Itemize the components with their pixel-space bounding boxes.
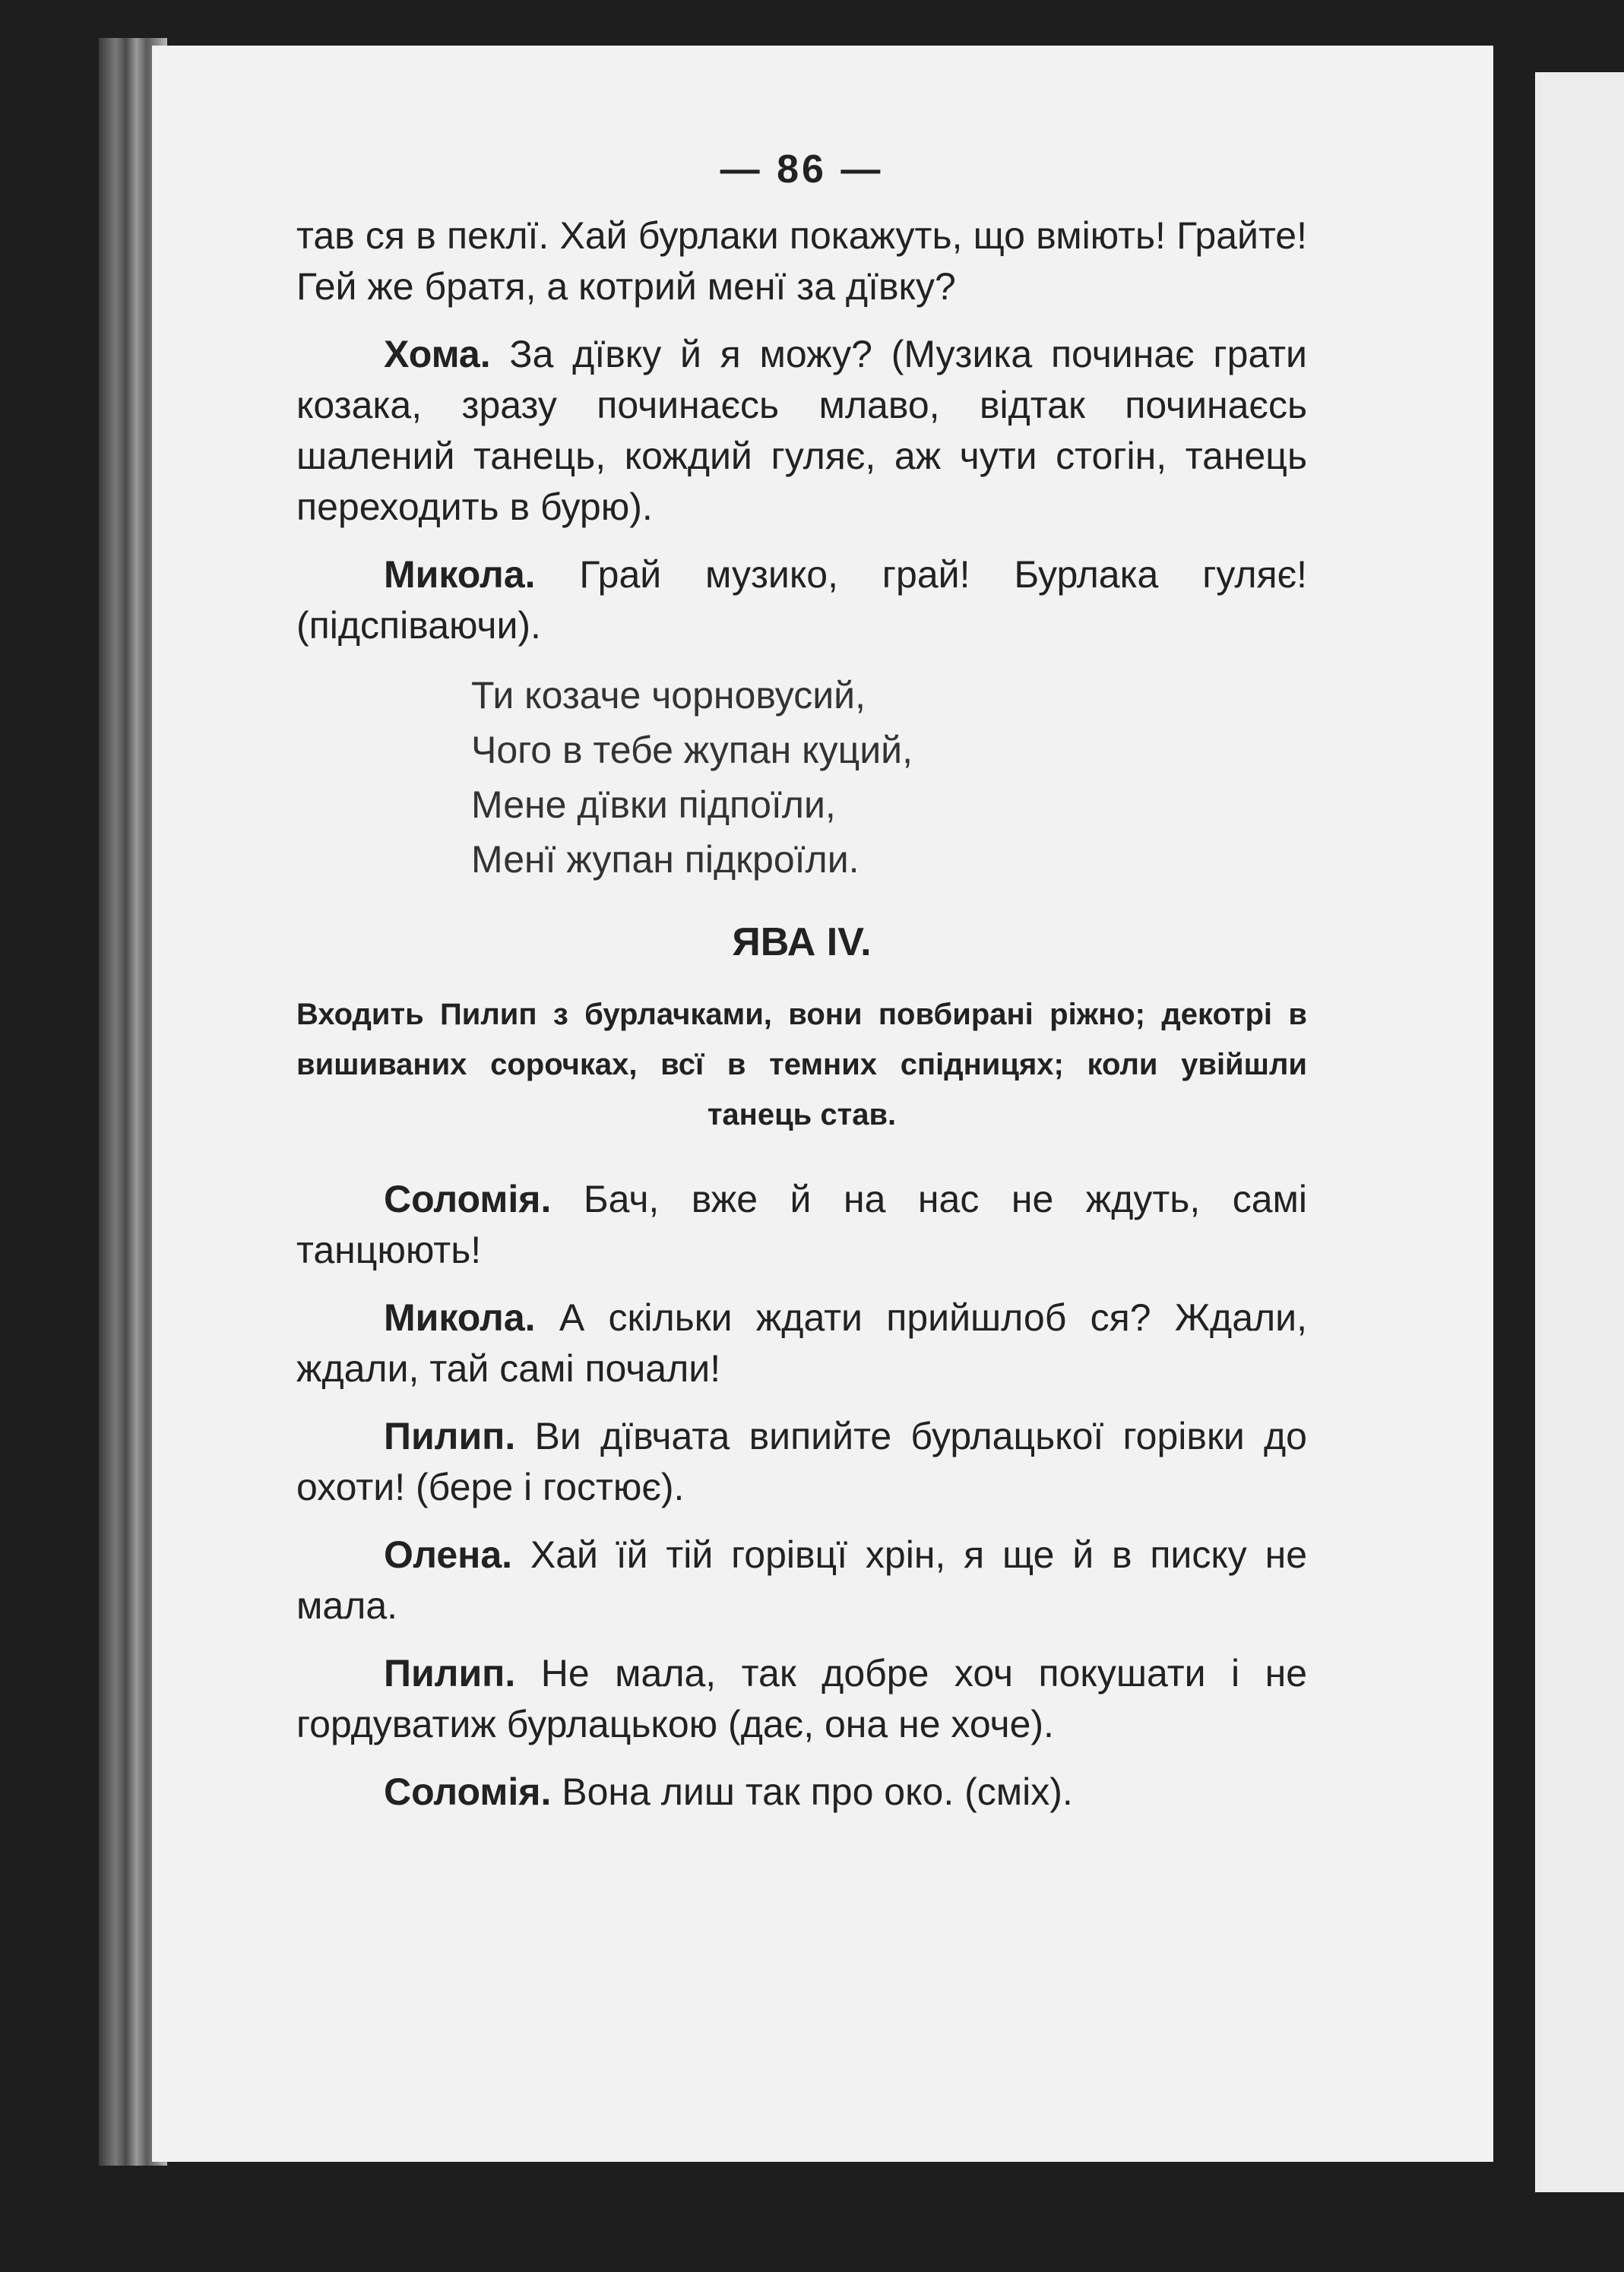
paragraph-continuation bbox=[296, 210, 1307, 312]
book-page bbox=[152, 46, 1493, 2162]
page-number: — 86 — bbox=[720, 147, 884, 191]
scene-title: ЯВА IV. bbox=[732, 920, 872, 964]
paragraph-text: За дївку й я можу? (Музика починає грати козака, зразу починаєсь млаво, відтак починаєсь шалений танець, кождий гуляє, аж чути стогін, танець переходить в бурю). bbox=[296, 333, 1307, 528]
speaker-name: Микола. bbox=[384, 1296, 536, 1339]
paragraph-mykola bbox=[296, 549, 1307, 651]
paragraph-khoma bbox=[296, 329, 1307, 533]
verse-line: Мене дївки підпоїли, bbox=[471, 783, 836, 826]
dialogue-text: Вона лиш так про око. (сміх). bbox=[551, 1770, 1073, 1813]
dialogue-text: Ви дївчата випийте бурлацької горівки до охоти! (бере і гостює). bbox=[296, 1415, 1307, 1508]
dialogue-line bbox=[296, 1648, 1307, 1750]
paragraph-text: тав ся в пеклї. Хай бурлаки покажуть, що вміють! Грайте! Гей же братя, а котрий менї за дївку? bbox=[296, 214, 1307, 308]
stage-direction: Входить Пилип з бурлачками, вони повбирані ріжно; декотрі в вишиваних сорочках, всї в темних спідницях; коли увійшли танець став. bbox=[296, 998, 1307, 1131]
verse-line: Чого в тебе жупан куций, bbox=[471, 729, 913, 771]
speaker-name: Соломія. bbox=[384, 1770, 552, 1813]
speaker-name: Микола. bbox=[384, 553, 536, 596]
song-verse bbox=[471, 668, 1307, 887]
speaker-name: Соломія. bbox=[384, 1178, 552, 1220]
dialogue-line bbox=[296, 1174, 1307, 1276]
page-content bbox=[296, 144, 1307, 1834]
verse-line: Ти козаче чорновусий, bbox=[471, 674, 866, 717]
speaker-name: Хома. bbox=[384, 333, 491, 375]
speaker-name: Олена. bbox=[384, 1533, 513, 1576]
dialogue-line bbox=[296, 1293, 1307, 1394]
speaker-name: Пилип. bbox=[384, 1652, 516, 1695]
dialogue-line bbox=[296, 1411, 1307, 1513]
paragraph-text: Грай музико, грай! Бурлака гуляє! (підспіваючи). bbox=[296, 553, 1307, 647]
verse-line: Менї жупан підкроїли. bbox=[471, 838, 859, 881]
dialogue-line bbox=[296, 1530, 1307, 1631]
speaker-name: Пилип. bbox=[384, 1415, 516, 1457]
facing-page-edge bbox=[1535, 72, 1624, 2192]
dialogue-text: Хай їй тій горівцї хрін, я ще й в писку не мала. bbox=[296, 1533, 1307, 1627]
dialogue-text: Бач, вже й на нас не ждуть, самі танцюють! bbox=[296, 1178, 1307, 1271]
dialogue-line bbox=[296, 1767, 1307, 1818]
dialogue-text: Не мала, так добре хоч покушати і не гордуватиж бурлацькою (дає, она не хоче). bbox=[296, 1652, 1307, 1745]
dialogue-text: А скільки ждати прийшлоб ся? Ждали, ждали, тай самі почали! bbox=[296, 1296, 1307, 1390]
